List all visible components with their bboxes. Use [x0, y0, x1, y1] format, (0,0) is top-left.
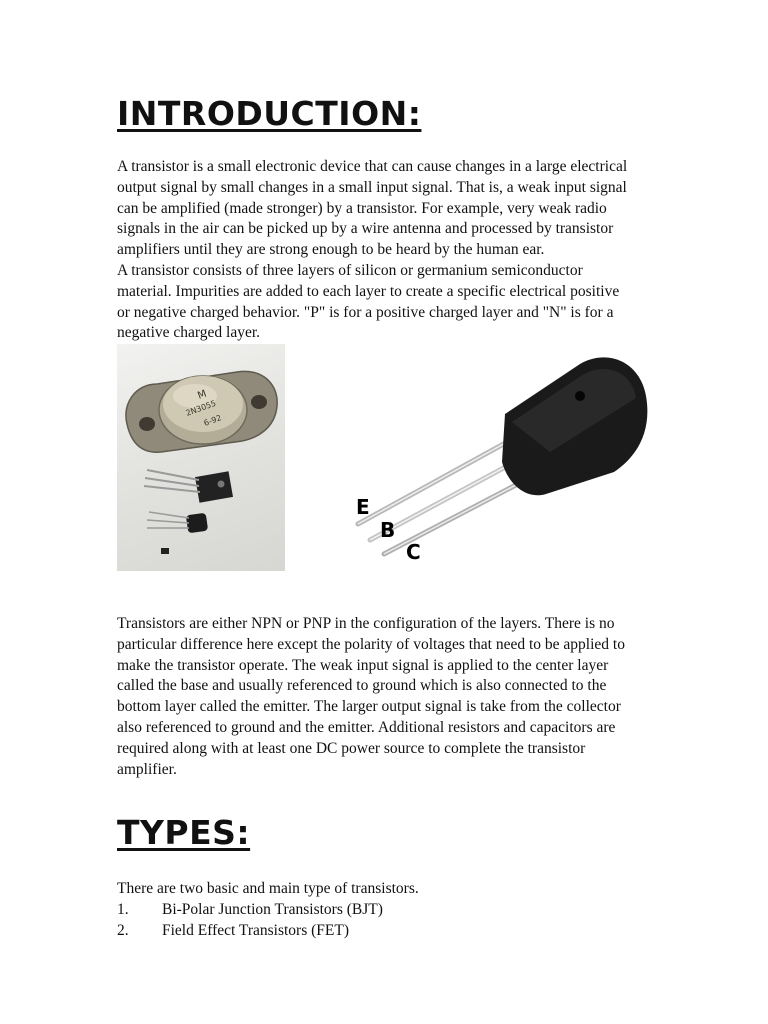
intro-paragraph-1: A transistor is a small electronic device that can cause changes in a large electrical output signal by small changes in a small input signal. That is, a weak input signal can be amplified (made stronger) by a transistor. For example, very weak radio signals in the air can be picked up by a wire antenna and processed by transistor amplifiers until they are strong enough to be heard by the human ear.: [117, 158, 628, 259]
can-marking-logo: M: [196, 388, 209, 402]
to92-transistor-icon: [340, 344, 660, 574]
intro-paragraph-2: A transistor consists of three layers of silicon or germanium semiconductor material. Impurities are added to each layer to create a specific electrical positive or negative charged behavior. "P" is for a positive charged layer and "N" is for a negative charged layer.: [117, 262, 620, 342]
list-item-text: Bi-Polar Junction Transistors (BJT): [162, 901, 383, 918]
list-item-number: 1.: [117, 901, 129, 918]
base-pin-label: B: [380, 518, 396, 542]
introduction-heading: INTRODUCTION:: [117, 94, 422, 133]
can-marking-date: 6-92: [202, 413, 223, 428]
types-heading: TYPES:: [117, 813, 251, 852]
transistor-packages-photo: [117, 344, 285, 571]
types-intro: There are two basic and main type of transistors.: [117, 880, 419, 897]
to92-transistor-photo: [340, 344, 660, 574]
emitter-pin-label: E: [356, 495, 370, 519]
transistor-packages-icon: [117, 344, 285, 571]
list-item-number: 2.: [117, 922, 129, 939]
can-marking-part: 2N3055: [184, 398, 218, 418]
npn-pnp-paragraph: Transistors are either NPN or PNP in the configuration of the layers. There is no particular difference here except the polarity of voltages that need to be applied to make the transistor operate. The weak input signal is applied to the center layer called the base and usually referenced to ground which is also connected to the bottom layer called the emitter. The larger output signal is take from the collector also referenced to ground and the emitter. Additional resistors and capacitors are required along with at least one DC power source to complete the transistor amplifier.: [117, 615, 625, 778]
collector-pin-label: C: [406, 540, 421, 564]
list-item-text: Field Effect Transistors (FET): [162, 922, 349, 939]
